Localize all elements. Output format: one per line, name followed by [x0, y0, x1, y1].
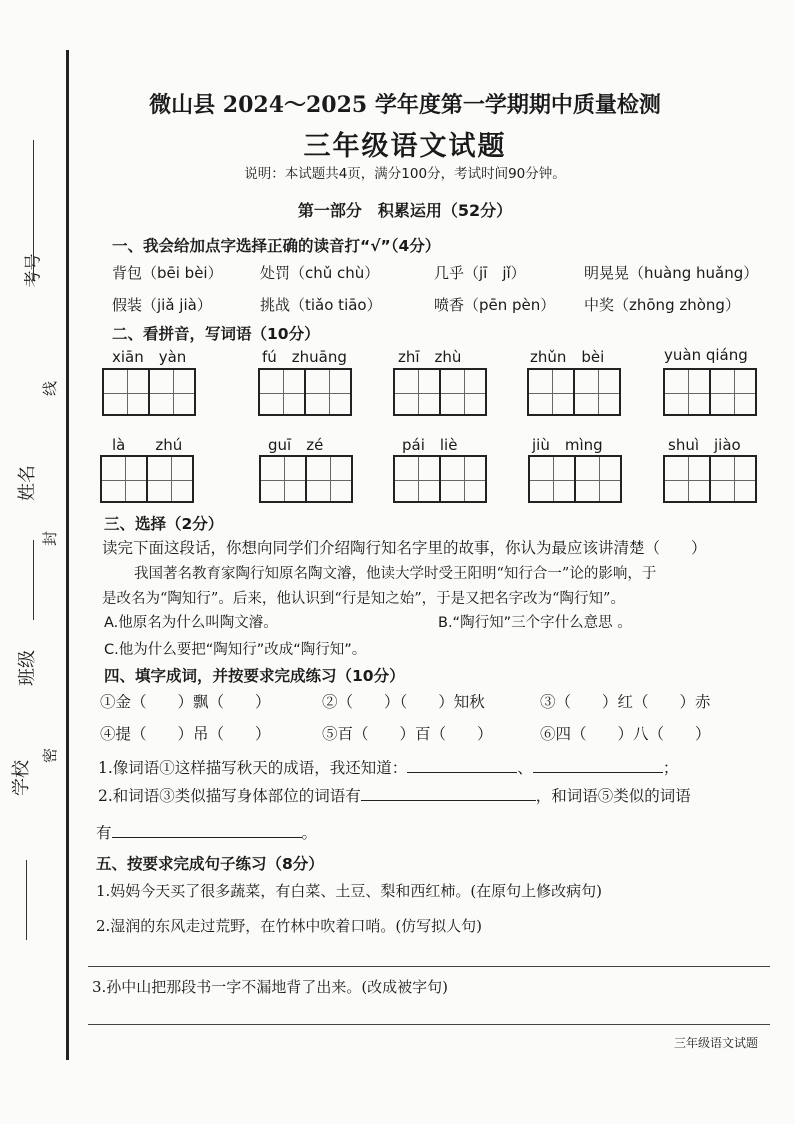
writing-grid[interactable]	[527, 368, 619, 416]
exam-subtitle: 三年级语文试题	[303, 131, 507, 162]
pinyin-label: zhǔn bèi	[530, 348, 605, 366]
q3-option-b: B.“陶行知”三个字什么意思 。	[438, 615, 632, 631]
footer-label: 三年级语文试题	[674, 1036, 759, 1050]
writing-grid[interactable]	[102, 368, 194, 416]
q4-title: 四、填字成词，并按要求完成练习（10分）	[104, 667, 405, 685]
answer-blank[interactable]	[533, 758, 663, 773]
q3-prompt: 读完下面这段话，你想向同学们介绍陶行知名字里的故事，你认为最应该讲清楚（ ）	[102, 539, 707, 557]
margin-xingming: 姓名	[17, 465, 38, 501]
pinyin-label: guī zé	[268, 436, 324, 454]
q4-sub2-end: 。	[301, 824, 318, 842]
writing-grid[interactable]	[663, 455, 755, 503]
q4-sub2-text: 2.和词语③类似描写身体部位的词语有	[98, 787, 361, 805]
q4-item: ⑥四（ ）八（ ）	[540, 725, 711, 743]
margin-kaohao: 考号	[23, 253, 44, 288]
q4-sub1-text: 1.像词语①这样描写秋天的成语，我还知道：	[98, 759, 408, 777]
part1-title: 第一部分 积累运用（52分）	[297, 201, 513, 220]
q3-title: 三、选择（2分）	[104, 515, 224, 533]
pinyin-label: fú zhuāng	[262, 348, 347, 366]
q1-item: 明晃晃（huàng huǎng）	[584, 264, 759, 282]
margin-banji: 班级	[17, 650, 38, 686]
writing-grid[interactable]	[393, 455, 485, 503]
q1-item: 背包（bēi bèi）	[112, 264, 223, 282]
q3-paragraph: 是改名为“陶知行”。后来，他认识到“行是知之始”，于是又把名字改为“陶行知”。	[102, 591, 625, 607]
writing-grid[interactable]	[100, 455, 192, 503]
q5-title: 五、按要求完成句子练习（8分）	[96, 855, 324, 873]
q4-sub1-end: ；	[662, 759, 679, 777]
q4-item: ①金（ ）飘（ ）	[100, 693, 271, 711]
writing-grid[interactable]	[663, 368, 755, 416]
q2-title: 二、看拼音，写词语（10分）	[112, 325, 320, 343]
q3-option-a: A.他原名为什么叫陶文濬。	[104, 615, 278, 631]
margin-line	[26, 860, 27, 940]
q5-sentence-1: 1.妈妈今天买了很多蔬菜，有白菜、土豆、梨和西红柿。(在原句上修改病句)	[96, 882, 603, 900]
q3-paragraph: 我国著名教育家陶行知原名陶文濬，他读大学时受王阳明“知行合一”论的影响，于	[134, 566, 657, 582]
q1-item: 处罚（chǔ chù）	[260, 264, 380, 282]
q5-sentence-3: 3.孙中山把那段书一字不漏地背了出来。(改成被字句)	[92, 978, 449, 996]
pinyin-label: là zhú	[112, 436, 183, 454]
q1-title: 一、我会给加点字选择正确的读音打“√”（4分）	[112, 237, 441, 255]
q4-item: ④提（ ）吊（ ）	[100, 725, 271, 743]
exam-note: 说明：本试题共4页，满分100分，考试时间90分钟。	[244, 166, 566, 182]
pinyin-label: jiù mìng	[532, 436, 603, 454]
q4-sub2	[98, 784, 691, 806]
q1-item: 挑战（tiǎo tiāo）	[260, 296, 382, 314]
q1-item: 假装（jiǎ jià）	[112, 296, 212, 314]
writing-grid[interactable]	[393, 368, 485, 416]
answer-blank[interactable]	[361, 786, 536, 801]
answer-blank[interactable]	[112, 823, 302, 838]
pinyin-label: zhī zhù	[398, 348, 462, 366]
answer-blank[interactable]	[407, 758, 517, 773]
margin-xian: 线	[41, 380, 60, 397]
q1-item: 中奖（zhōng zhòng）	[584, 296, 740, 314]
writing-grid[interactable]	[528, 455, 620, 503]
pinyin-label: pái liè	[402, 436, 458, 454]
margin-line	[33, 540, 34, 620]
q5-sentence-2: 2.湿润的东风走过荒野，在竹林中吹着口哨。(仿写拟人句)	[96, 917, 483, 935]
pinyin-label: shuì jiào	[668, 436, 741, 454]
q4-item: ⑤百（ ）百（ ）	[322, 725, 493, 743]
q4-item: ②（ ）（ ）知秋	[322, 693, 485, 711]
binding-line	[66, 50, 69, 1060]
margin-mi: 密	[41, 747, 60, 764]
q3-option-c: C.他为什么要把“陶知行”改成“陶行知”。	[104, 642, 367, 658]
writing-grid[interactable]	[258, 368, 350, 416]
answer-line[interactable]	[88, 966, 770, 967]
q4-sub2-cont	[96, 821, 317, 843]
q4-sub2-text3: 有	[96, 824, 112, 842]
q4-sub2-text2: ，和词语⑤类似的词语	[535, 787, 691, 805]
q4-sub1-sep: 、	[517, 759, 533, 777]
q1-item: 喷香（pēn pèn）	[434, 296, 556, 314]
pinyin-label: xiān yàn	[112, 348, 187, 366]
q1-item: 几乎（jī jǐ）	[434, 264, 526, 282]
pinyin-label: yuàn qiáng	[664, 346, 748, 364]
margin-feng: 封	[41, 530, 60, 547]
exam-title: 微山县 2024～2025 学年度第一学期期中质量检测	[149, 92, 661, 118]
q4-sub1	[98, 756, 678, 778]
writing-grid[interactable]	[259, 455, 351, 503]
answer-line[interactable]	[88, 1024, 770, 1025]
q4-item: ③（ ）红（ ）赤	[540, 693, 711, 711]
margin-xuexiao: 学校	[11, 760, 32, 796]
